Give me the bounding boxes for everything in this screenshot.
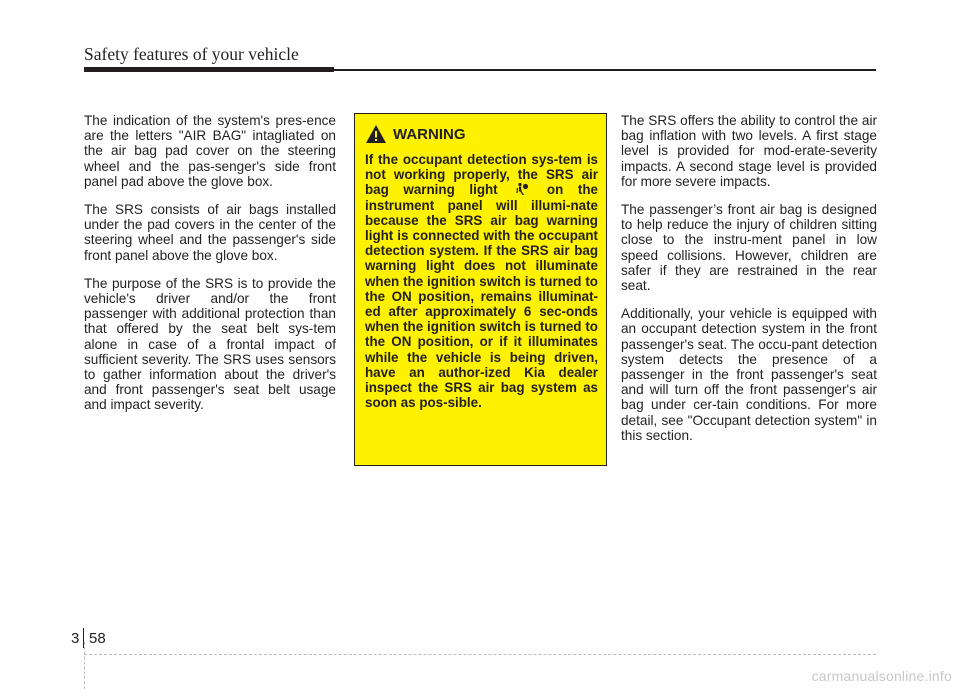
airbag-warning-icon: [515, 182, 529, 196]
watermark: carmanualsonline.info: [811, 668, 952, 684]
warning-body: [365, 152, 598, 410]
page-number: 58: [89, 630, 106, 647]
left-column: [84, 113, 336, 426]
paragraph: The SRS consists of air bags installed under the pad covers in the center of the steering wheel and the passenger's side front panel above the glove box.: [84, 202, 336, 263]
footer-rule: [84, 654, 876, 655]
section-header-title: Safety features of your vehicle: [84, 44, 299, 64]
warning-title: WARNING: [393, 125, 466, 143]
header-rule: [84, 69, 876, 71]
paragraph: The SRS offers the ability to control the air bag inflation with two levels. A first stage level is provided for mod-erate-severity impacts. A second stage level is provided for more severe impacts.: [621, 113, 877, 189]
right-column: [621, 113, 877, 456]
warning-text-start: If the occupant detection sys-tem is not working properly, the SRS air bag warning light: [365, 152, 598, 198]
warning-text-end: on the instrument panel will illumi-nate because the SRS air bag warning light is connected with the occupant detection system. If the SRS air bag warning light does not illuminate when the ignition switch is turned to the ON position, remains illuminat-ed after approximately 6 sec-onds when the ignition switch is turned to the ON position, or if it illuminates while the vehicle is being driven, have an author-ized Kia dealer inspect the SRS air bag system as soon as pos-sible.: [365, 182, 598, 411]
chapter-number: 3: [71, 630, 80, 647]
paragraph: The passenger’s front air bag is designed to help reduce the injury of children sitting close to the instru-ment panel in low speed collisions. However, children are safer if they are restrained in the rear seat.: [621, 202, 877, 294]
warning-header: [365, 124, 598, 144]
warning-triangle-icon: [365, 124, 387, 144]
warning-box: [354, 113, 607, 466]
paragraph: The indication of the system's pres-ence are the letters "AIR BAG" intagliated on the air bag pad cover on the steering wheel and the pas-senger's side front panel pad above the glove box.: [84, 113, 336, 189]
paragraph: Additionally, your vehicle is equipped with an occupant detection system in the front passenger's seat. The occu-pant detection system detects the presence of a passenger in the front passenger's seat and will turn off the front passenger's air bag under cer-tain conditions. For more detail, see "Occupant detection system" in this section.: [621, 306, 877, 443]
footer-vertical-rule: [84, 642, 85, 689]
paragraph: The purpose of the SRS is to provide the vehicle's driver and/or the front passenger with additional protection than that offered by the seat belt sys-tem alone in case of a frontal impact of sufficient severity. The SRS uses sensors to gather information about the driver's and front passenger's seat belt usage and impact severity.: [84, 275, 336, 413]
page-number-divider: [83, 628, 84, 648]
